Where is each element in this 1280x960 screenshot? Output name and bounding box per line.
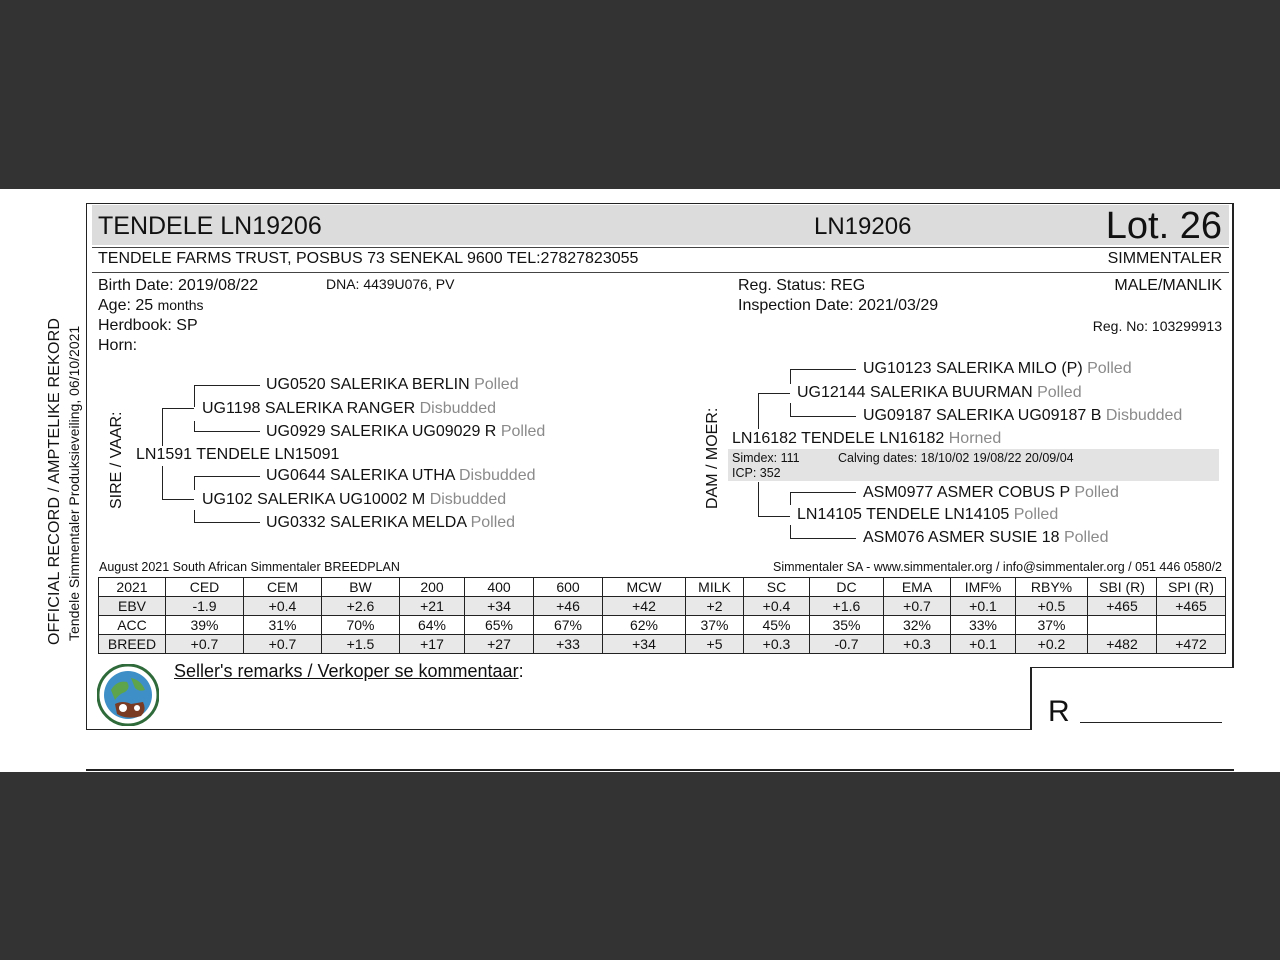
sire-lower: UG102 SALERIKA UG10002 M Disbudded	[202, 491, 507, 508]
dam-simdex: Simdex: 111	[732, 451, 800, 465]
table-cell	[1088, 616, 1157, 635]
simmentaler-logo	[97, 664, 159, 726]
table-cell: +27	[465, 635, 534, 654]
table-cell: +0.1	[951, 597, 1016, 616]
table-cell: +472	[1157, 635, 1226, 654]
table-header-cell: SPI (R)	[1157, 578, 1226, 597]
table-cell: 32%	[884, 616, 951, 635]
table-cell: +2	[686, 597, 744, 616]
table-cell: 62%	[603, 616, 686, 635]
table-cell: +33	[534, 635, 603, 654]
contact-note: Simmentaler SA - www.simmentaler.org / info@simmentaler.org / 051 446 0580/2	[772, 560, 1222, 574]
owner-details: TENDELE FARMS TRUST, POSBUS 73 SENEKAL 9600 TEL:27827823055	[98, 250, 639, 267]
horn: Horn:	[98, 337, 138, 354]
table-row	[99, 635, 1226, 654]
table-cell: +0.3	[884, 635, 951, 654]
table-cell: 33%	[951, 616, 1016, 635]
table-cell: +0.4	[744, 597, 810, 616]
dam-calving-dates: Calving dates: 18/10/02 19/08/22 20/09/04	[838, 451, 1074, 465]
sire-upper: UG1198 SALERIKA RANGER Disbudded	[202, 400, 497, 417]
table-cell: 37%	[1016, 616, 1088, 635]
animal-name: TENDELE LN19206	[98, 212, 322, 240]
ebv-table	[98, 577, 1226, 654]
table-cell: 39%	[166, 616, 244, 635]
table-cell: +21	[400, 597, 465, 616]
table-cell: +0.7	[244, 635, 322, 654]
table-header-cell: 2021	[99, 578, 166, 597]
price-entry-line	[1080, 722, 1222, 723]
dna-info: DNA: 4439U076, PV	[326, 276, 455, 292]
table-header-cell: 600	[534, 578, 603, 597]
lot-card	[86, 203, 1234, 730]
table-cell: +0.7	[166, 635, 244, 654]
table-cell: 67%	[534, 616, 603, 635]
sale-name-label: Tendele Simmentaler Produksieveiling, 06/10/2021	[66, 325, 82, 641]
table-cell: 37%	[686, 616, 744, 635]
table-cell: -0.7	[810, 635, 884, 654]
sellers-remarks-label: Seller's remarks / Verkoper se kommentaar:	[174, 661, 524, 681]
dam-lower: LN14105 TENDELE LN14105 Polled	[797, 506, 1059, 523]
official-record-label: OFFICIAL RECORD / AMPTELIKE REKORD	[46, 317, 63, 645]
table-header-row	[99, 578, 1226, 597]
table-cell: 31%	[244, 616, 322, 635]
table-cell: 35%	[810, 616, 884, 635]
table-header-cell: BW	[322, 578, 400, 597]
table-header-cell: SBI (R)	[1088, 578, 1157, 597]
dam-icp: ICP: 352	[732, 466, 781, 480]
row-label-cell: BREED	[99, 635, 166, 654]
table-cell	[1157, 616, 1226, 635]
table-cell: +0.3	[744, 635, 810, 654]
table-header-cell: 400	[465, 578, 534, 597]
row-label-cell: ACC	[99, 616, 166, 635]
dam-name: LN16182 TENDELE LN16182 Horned	[732, 430, 1002, 447]
dam-upper-dam: UG09187 SALERIKA UG09187 B Disbudded	[863, 407, 1183, 424]
table-cell: 70%	[322, 616, 400, 635]
age: Age: 25 months	[98, 297, 204, 314]
table-header-cell: CED	[166, 578, 244, 597]
birth-date: Birth Date: 2019/08/22	[98, 277, 259, 294]
dam-upper: UG12144 SALERIKA BUURMAN Polled	[797, 384, 1082, 401]
dam-lower-dam: ASM076 ASMER SUSIE 18 Polled	[863, 529, 1109, 546]
table-cell: +0.7	[884, 597, 951, 616]
sire-upper-dam: UG0929 SALERIKA UG09029 R Polled	[266, 423, 546, 440]
table-header-cell: EMA	[884, 578, 951, 597]
table-row	[99, 597, 1226, 616]
table-cell: +0.5	[1016, 597, 1088, 616]
table-cell: +34	[465, 597, 534, 616]
sire-label: SIRE / VAAR:	[108, 411, 125, 509]
table-cell: -1.9	[166, 597, 244, 616]
reg-number: Reg. No: 103299913	[1092, 318, 1222, 334]
breedplan-note: August 2021 South African Simmentaler BREEDPLAN	[99, 560, 400, 574]
sex: MALE/MANLIK	[1114, 277, 1222, 294]
table-cell: +46	[534, 597, 603, 616]
table-cell: 45%	[744, 616, 810, 635]
table-header-cell: SC	[744, 578, 810, 597]
table-header-cell: MILK	[686, 578, 744, 597]
lot-number: Lot. 26	[1105, 205, 1222, 247]
table-cell: +0.1	[951, 635, 1016, 654]
inspection-date: Inspection Date: 2021/03/29	[738, 297, 939, 314]
table-cell: +0.4	[244, 597, 322, 616]
table-cell: +0.2	[1016, 635, 1088, 654]
table-cell: 64%	[400, 616, 465, 635]
price-symbol: R	[1048, 695, 1070, 728]
table-cell: +5	[686, 635, 744, 654]
breed-name: SIMMENTALER	[1107, 250, 1222, 267]
dam-upper-sire: UG10123 SALERIKA MILO (P) Polled	[863, 360, 1132, 377]
table-cell: +17	[400, 635, 465, 654]
table-cell: +34	[603, 635, 686, 654]
table-header-cell: MCW	[603, 578, 686, 597]
table-cell: +482	[1088, 635, 1157, 654]
herdbook: Herdbook: SP	[98, 317, 198, 334]
table-row	[99, 616, 1226, 635]
table-header-cell: 200	[400, 578, 465, 597]
dam-label: DAM / MOER:	[704, 407, 721, 509]
table-header-cell: CEM	[244, 578, 322, 597]
row-label-cell: EBV	[99, 597, 166, 616]
sire-upper-sire: UG0520 SALERIKA BERLIN Polled	[266, 376, 519, 393]
table-cell: +1.5	[322, 635, 400, 654]
animal-code: LN19206	[814, 213, 912, 240]
table-cell: 65%	[465, 616, 534, 635]
dam-lower-sire: ASM0977 ASMER COBUS P Polled	[863, 484, 1119, 501]
table-cell: +465	[1157, 597, 1226, 616]
sire-lower-sire: UG0644 SALERIKA UTHA Disbudded	[266, 467, 536, 484]
table-header-cell: DC	[810, 578, 884, 597]
bottom-rule	[86, 769, 1234, 771]
table-cell: +2.6	[322, 597, 400, 616]
sire-name: LN1591 TENDELE LN15091	[136, 446, 340, 463]
table-cell: +465	[1088, 597, 1157, 616]
table-header-cell: RBY%	[1016, 578, 1088, 597]
table-header-cell: IMF%	[951, 578, 1016, 597]
reg-status: Reg. Status: REG	[738, 277, 866, 294]
table-cell: +42	[603, 597, 686, 616]
table-cell: +1.6	[810, 597, 884, 616]
sire-lower-dam: UG0332 SALERIKA MELDA Polled	[266, 514, 516, 531]
